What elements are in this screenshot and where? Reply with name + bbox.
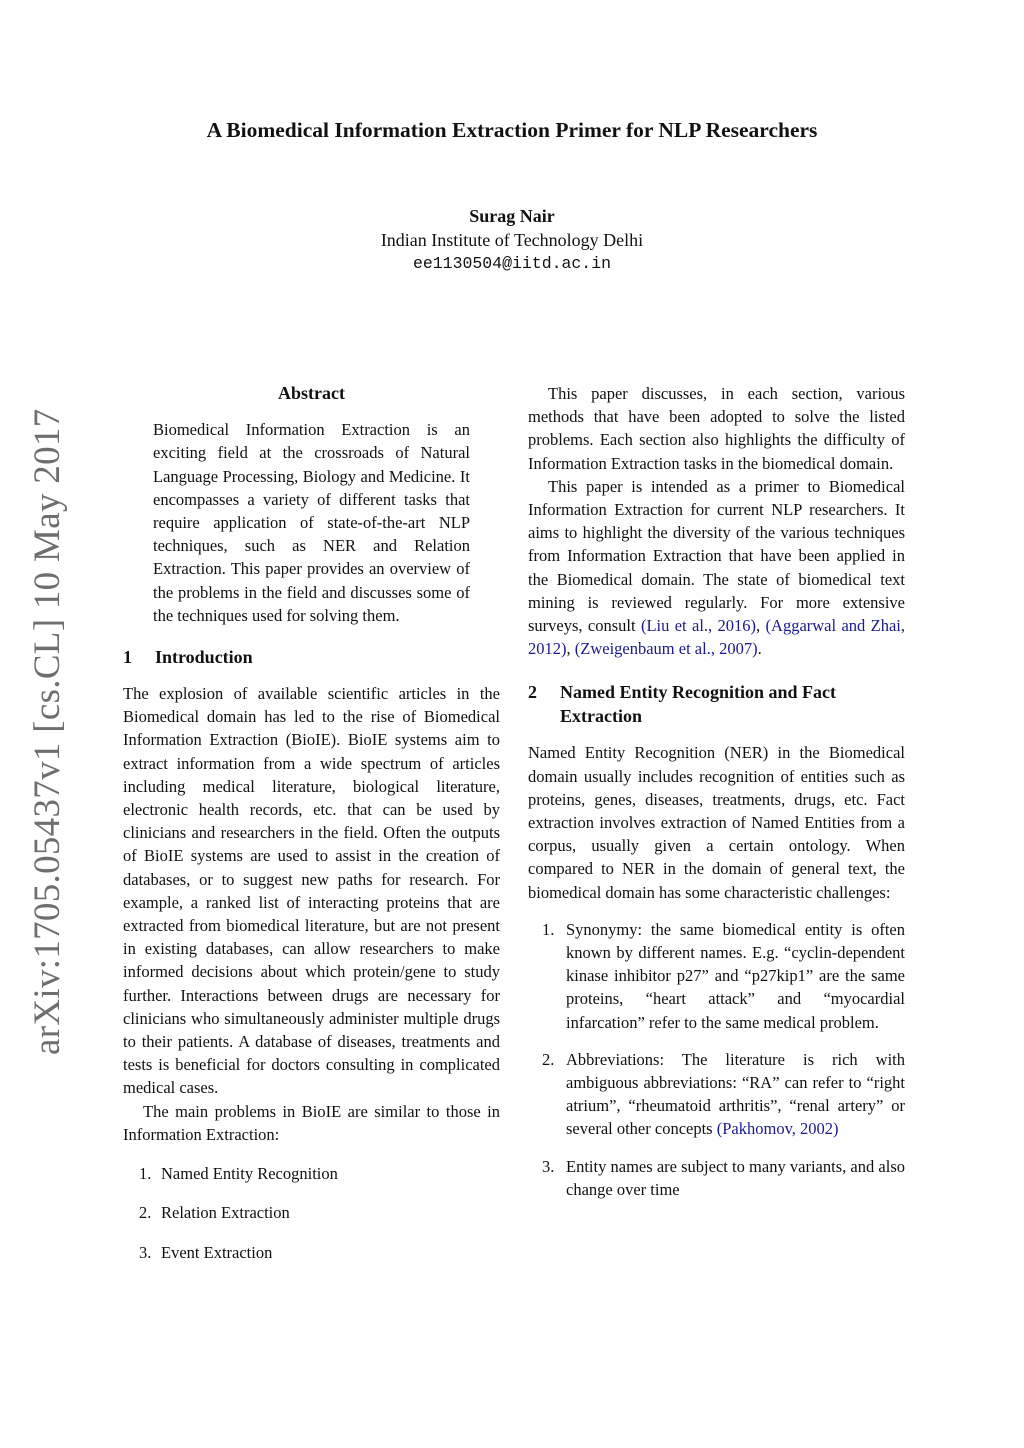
list-item-text: Relation Extraction [161, 1203, 290, 1223]
list-item-text: Named Entity Recognition [161, 1164, 338, 1184]
list-item-text: Event Extraction [161, 1242, 273, 1262]
left-column [123, 382, 500, 1264]
paper-title: A Biomedical Information Extraction Primer for NLP Researchers [206, 118, 818, 142]
ner-challenges-list [528, 918, 905, 1201]
section-2-heading [528, 680, 905, 728]
list-item [528, 1155, 905, 1201]
section-2-title: Named Entity Recognition and Fact Extraction [560, 682, 836, 727]
author-affiliation: Indian Institute of Technology Delhi [380, 230, 644, 250]
section-2-number: 2 [528, 682, 537, 703]
list-item [123, 1201, 500, 1224]
section-1-heading [123, 645, 500, 669]
list-item-text: Synonymy: the same biomedical entity is often known by different names. E.g. “cyclin-dependent kinase inhibitor p27” and “p27kip1” are the same proteins, “heart attack” and “myocardial infarcation” refer to the same medical problem. [566, 919, 905, 1032]
right-column [528, 382, 905, 1201]
citation-link[interactable]: (Zweigenbaum et al., 2007) [574, 639, 758, 659]
intro-paragraph-1: The explosion of available scientific articles in the Biomedical domain has led to the rise of Biomedical Information Extraction (BioIE). BioIE systems aim to extract information from a wide spectrum of articles including medical literature, biological literature, electronic health records, etc. that can be used by clinicians and researchers in the field. Often the outputs of BioIE systems are used to assist in the creation of databases, or to suggest new paths for research. For example, a ranked list of interacting proteins that are extracted from biomedical literature, but are not present in existing databases, can allow researchers to make informed decisions about which protein/gene to study further. Interactions between drugs are necessary for clinicians who simultaneously administer multiple drugs to their patients. A database of diseases, treatments and tests is beneficial for doctors consulting in complicated medical cases. [123, 684, 500, 1098]
list-item-text: Entity names are subject to many variants, and also change over time [566, 1156, 905, 1199]
citation-link[interactable]: (Pakhomov, 2002) [716, 1119, 839, 1139]
citation-link[interactable]: (Liu et al., 2016) [640, 616, 757, 636]
citation-link[interactable]: (Aggarwal and Zhai, 2012) [528, 616, 906, 659]
intro-paragraph-4-text: This paper is intended as a primer to Biomedical Information Extraction for current NLP researchers. It aims to highlight the diversity of the various techniques from Information Extraction that have been applied in the Biomedical domain. The state of biomedical text mining is reviewed regularly. For more extensive surveys, consult [528, 476, 905, 636]
intro-paragraph-2: The main problems in BioIE are similar to those in Information Extraction: [123, 1101, 500, 1144]
section-1-title: Introduction [155, 647, 253, 668]
section-1-number: 1 [123, 647, 132, 668]
abstract-heading: Abstract [278, 383, 345, 403]
intro-paragraph-3: This paper discusses, in each section, various methods that have been adopted to solve the listed problems. Each section also highlights the difficulty of Information Extraction tasks in the biomedical domain. [528, 384, 905, 473]
arxiv-identifier: arXiv:1705.05437v1 [cs.CL] 10 May 2017 [27, 408, 68, 1055]
list-item [528, 918, 905, 1034]
author-name: Surag Nair [469, 206, 555, 226]
author-block [0, 204, 1024, 276]
abstract-text: Biomedical Information Extraction is an exciting field at the crossroads of Natural Language Processing, Biology and Medicine. It encompasses a variety of different tasks that require application of state-of-the-art NLP techniques, such as NER and Relation Extraction. This paper provides an overview of the problems in the field and discusses some of the techniques used for solving them. [153, 420, 470, 625]
bioie-problems-list [123, 1162, 500, 1264]
list-item-number: 1. [139, 1164, 152, 1184]
list-item-number: 3. [542, 1156, 555, 1176]
author-email: ee1130504@iitd.ac.in [412, 254, 612, 273]
sentence-end: . [757, 639, 762, 659]
list-item-text: Abbreviations: The literature is rich with ambiguous abbreviations: “RA” can refer to “right atrium”, “rheumatoid arthritis”, “renal artery” or several other concepts [566, 1049, 905, 1139]
section-2-paragraph-1: Named Entity Recognition (NER) in the Biomedical domain usually includes recognition of entities such as proteins, genes, diseases, treatments, drugs, etc. Fact extraction involves extraction of Named Entities from a corpus, usually given a certain ontology. When compared to NER in the domain of general text, the biomedical domain has some characteristic challenges: [528, 743, 905, 902]
list-item-number: 1. [542, 919, 555, 939]
intro-paragraph-4: This paper is intended as a primer to Biomedical Information Extraction for current NLP researchers. It aims to highlight the diversity of the various techniques from Information Extraction that have been applied in the Biomedical domain. The state of biomedical text mining is reviewed regularly. For more extensive surveys, consult (Liu et al., 2016), (Aggarwal and Zhai, 2012), (Zweigenbaum et al., 2007). [528, 476, 906, 659]
list-item [123, 1162, 500, 1185]
list-item-number: 2. [139, 1203, 152, 1223]
list-item [528, 1048, 905, 1141]
list-item-number: 2. [542, 1049, 555, 1069]
list-item [123, 1241, 500, 1264]
list-item-number: 3. [139, 1242, 152, 1262]
